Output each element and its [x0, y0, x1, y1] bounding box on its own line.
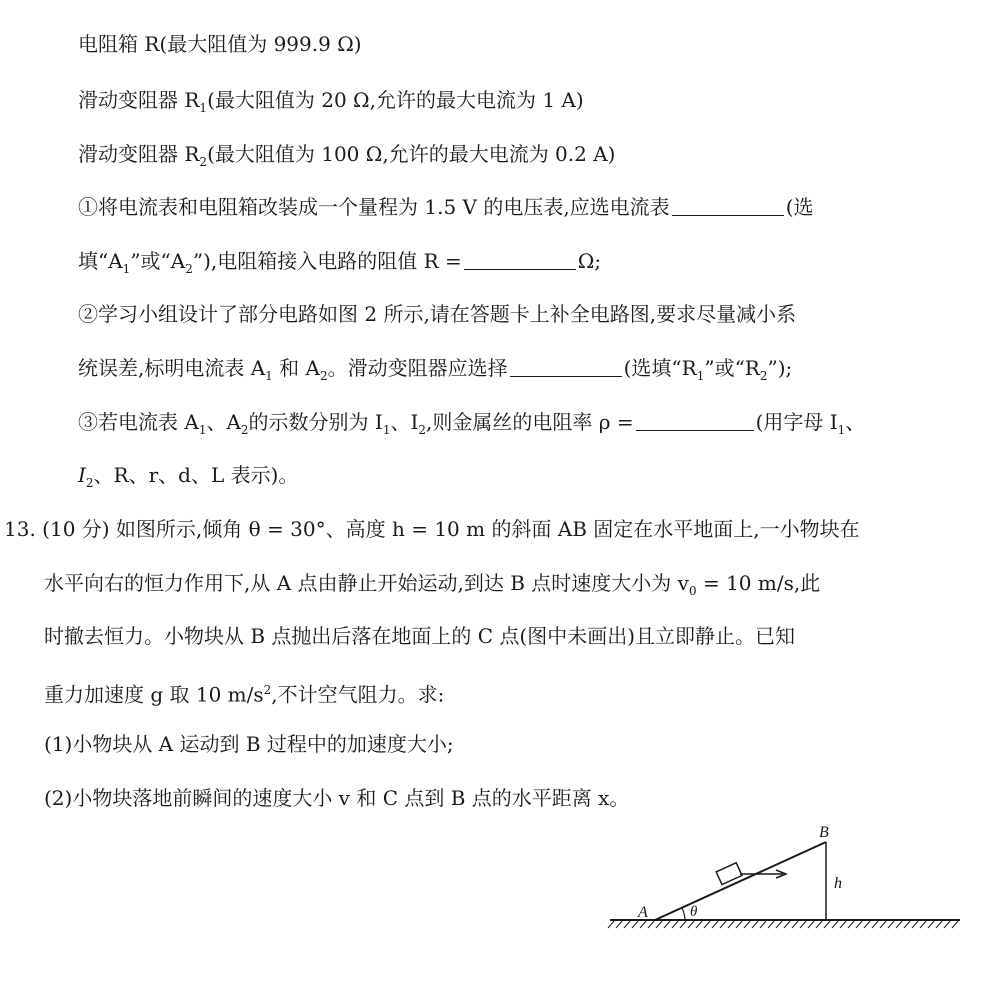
- subscript: 2: [240, 423, 249, 437]
- text: ③若电流表 A: [78, 410, 199, 434]
- text: 滑动变阻器 R: [78, 88, 200, 112]
- text: ②学习小组设计了部分电路如图 2 所示,请在答题卡上补全电路图,要求尽量减小系: [78, 302, 797, 326]
- subscript: 0: [688, 584, 697, 598]
- problem-13-stem: [4, 515, 860, 543]
- answer-blank-1[interactable]: [672, 195, 784, 216]
- text: ”或“R: [704, 356, 760, 380]
- question-1: [78, 193, 814, 221]
- subscript: 2: [759, 369, 768, 383]
- text: (选填“R: [623, 356, 697, 380]
- subscript: 1: [198, 423, 207, 437]
- label-a: A: [638, 904, 648, 921]
- problem-13-line4: [44, 676, 444, 709]
- problem-13-part2: [44, 784, 629, 812]
- text: (选: [785, 195, 814, 219]
- text: (1)小物块从 A 运动到 B 过程中的加速度大小;: [44, 732, 454, 756]
- text: 填“A: [78, 249, 123, 273]
- text: (2)小物块落地前瞬间的速度大小 v 和 C 点到 B 点的水平距离 x。: [44, 786, 630, 810]
- text: I: [78, 463, 86, 487]
- text: 重力加速度 g 取 10 m/s: [44, 682, 264, 707]
- text: 统误差,标明电流表 A: [78, 356, 266, 380]
- subscript: 1: [837, 423, 846, 437]
- text: 水平向右的恒力作用下,从 A 点由静止开始运动,到达 B 点时速度大小为 v: [44, 571, 689, 595]
- answer-blank-3[interactable]: [510, 356, 622, 377]
- text: 的示数分别为 I: [248, 410, 383, 434]
- question-3: [78, 408, 865, 444]
- question-2-cont: [78, 354, 792, 390]
- text: = 10 m/s,此: [696, 571, 821, 595]
- superscript: 2: [263, 683, 272, 697]
- subscript: 1: [382, 423, 391, 437]
- text: (用字母 I: [755, 410, 838, 434]
- label-h: h: [834, 875, 842, 892]
- problem-13-line3: [44, 622, 795, 650]
- question-2: [78, 300, 796, 328]
- text: 时撤去恒力。小物块从 B 点抛出后落在地面上的 C 点(图中未画出)且立即静止。已知: [44, 624, 796, 648]
- text: ①将电流表和电阻箱改装成一个量程为 1.5 V 的电压表,应选电流表: [78, 195, 670, 219]
- problem-13-part1: [44, 730, 454, 758]
- line-rheostat-r2: [78, 140, 615, 176]
- text: 和 A: [272, 356, 320, 380]
- line-resistance-box: [78, 30, 362, 58]
- text: Ω;: [577, 249, 602, 273]
- ground-hatching: [608, 921, 958, 928]
- answer-blank-4[interactable]: [636, 410, 754, 431]
- text: 。滑动变阻器应选择: [327, 356, 508, 380]
- subscript: 1: [696, 369, 705, 383]
- text: 、I: [390, 410, 419, 434]
- subscript: 1: [199, 101, 208, 115]
- answer-blank-2[interactable]: [464, 249, 576, 270]
- label-b: B: [819, 824, 829, 841]
- line-rheostat-r1: [78, 86, 584, 122]
- question-3-cont: [78, 461, 298, 497]
- subscript: 2: [85, 476, 94, 490]
- label-theta: θ: [690, 904, 698, 920]
- text: ”);: [767, 356, 793, 380]
- text: 、A: [206, 410, 241, 434]
- question-1-cont: [78, 247, 601, 283]
- subscript: 2: [199, 155, 208, 169]
- incline-figure: [600, 820, 970, 940]
- incline-line: [655, 842, 826, 920]
- subscript: 2: [319, 369, 328, 383]
- text: ”),电阻箱接入电路的阻值 R =: [192, 249, 462, 273]
- text: 、: [845, 410, 866, 434]
- subscript: 2: [418, 423, 426, 437]
- text: ”或“A: [130, 249, 186, 273]
- subscript: 1: [122, 262, 131, 276]
- text: 电阻箱 R(最大阻值为 999.9 Ω): [78, 32, 362, 56]
- text: (最大阻值为 20 Ω,允许的最大电流为 1 A): [207, 88, 584, 112]
- text: 13. (10 分) 如图所示,倾角 θ = 30°、高度 h = 10 m 的斜面 AB 固定在水平地面上,一小物块在: [4, 517, 860, 541]
- subscript: 2: [185, 262, 193, 276]
- problem-13-line2: [44, 569, 820, 605]
- text: 滑动变阻器 R: [78, 142, 200, 166]
- subscript: 1: [265, 369, 273, 383]
- text: ,则金属丝的电阻率 ρ =: [426, 410, 634, 434]
- text: 、R、r、d、L 表示)。: [93, 463, 299, 487]
- text: (最大阻值为 100 Ω,允许的最大电流为 0.2 A): [207, 142, 616, 166]
- text: ,不计空气阻力。求:: [271, 682, 445, 707]
- angle-arc: [682, 908, 685, 920]
